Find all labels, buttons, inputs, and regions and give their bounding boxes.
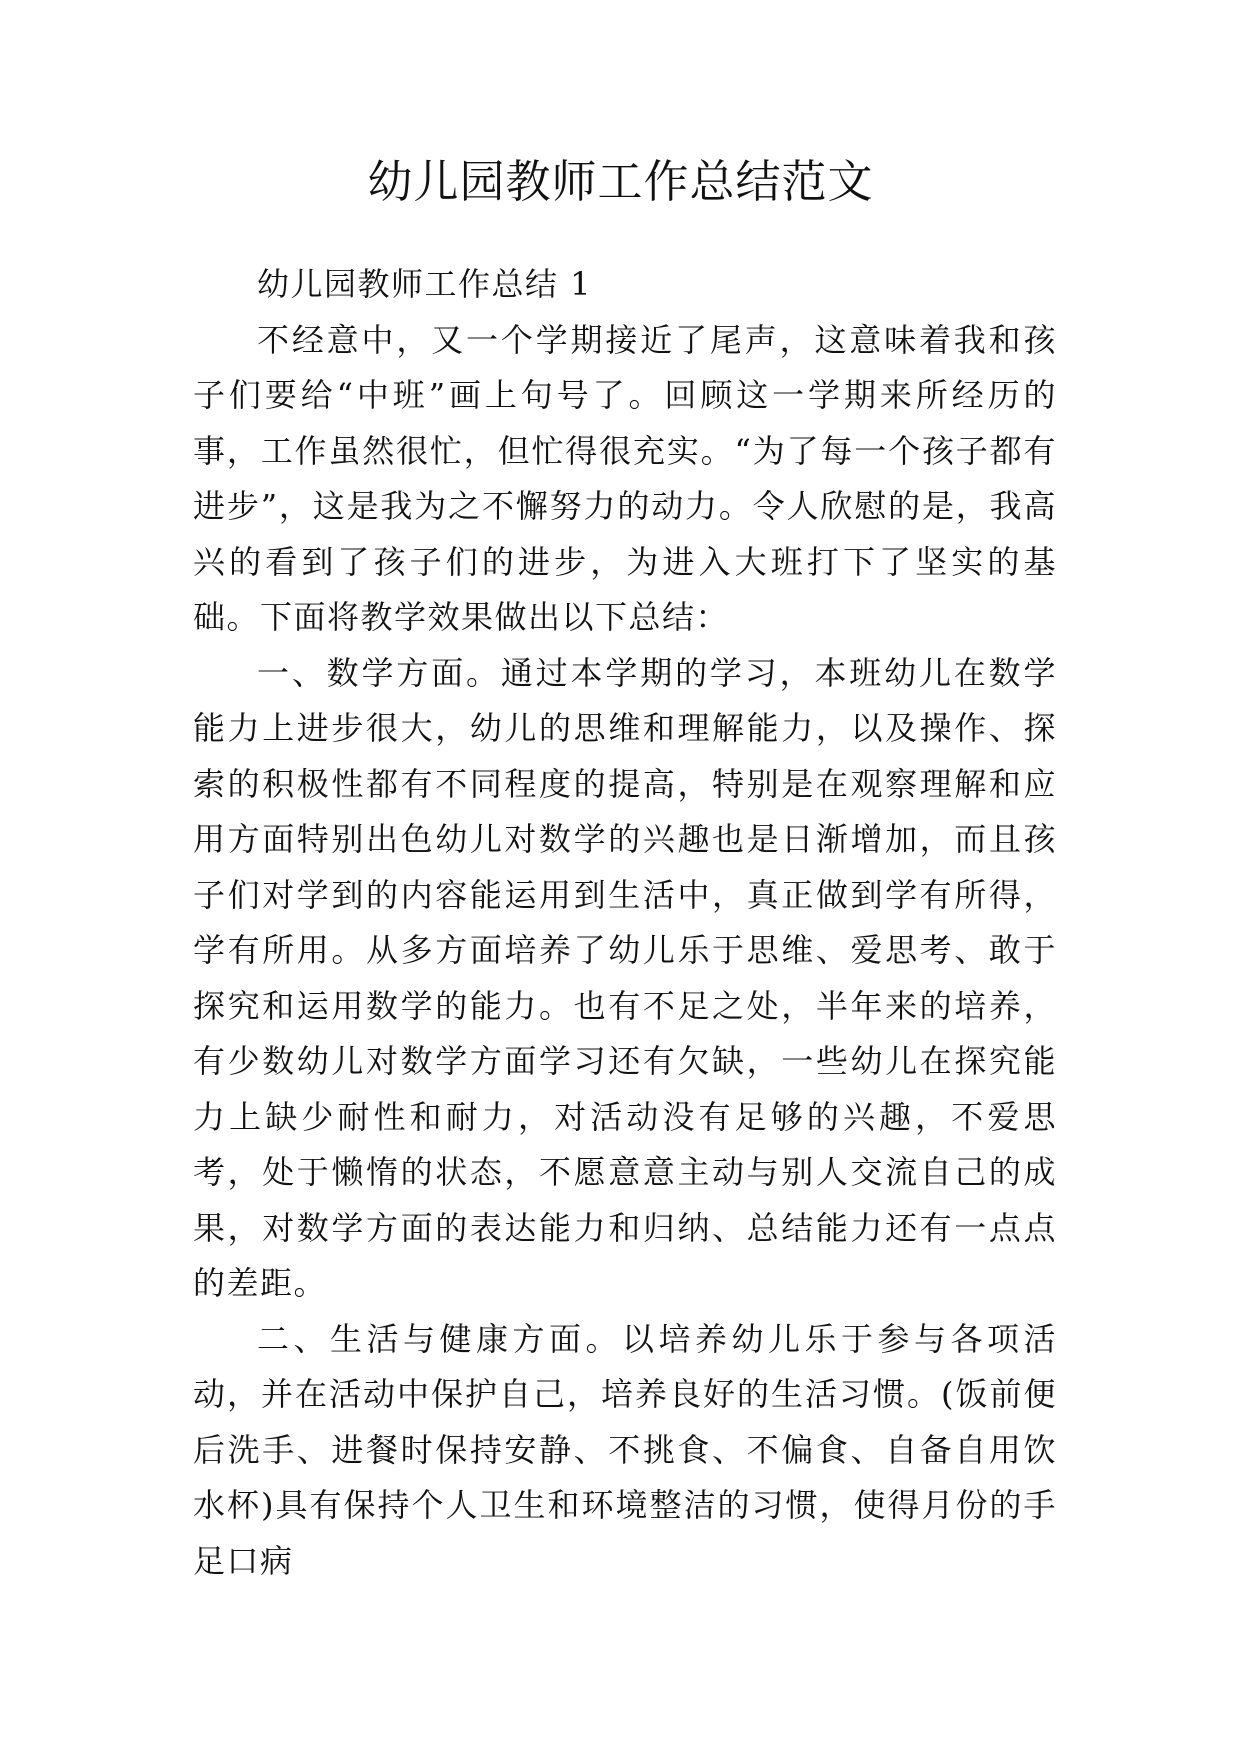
paragraph-math: 一、数学方面。通过本学期的学习，本班幼儿在数学能力上进步很大，幼儿的思维和理解能力，以及操作、探索的积极性都有不同程度的提高，特别是在观察理解和应用方面特别出色幼儿对数学的兴趣也是日渐增加，而且孩子们对学到的内容能运用到生活中，真正做到学有所得，学有所用。从多方面培养了幼儿乐于思维、爱思考、敢于探究和运用数学的能力。也有不足之处，半年来的培养，有少数幼儿对数学方面学习还有欠缺，一些幼儿在探究能力上缺少耐性和耐力，对活动没有足够的兴趣，不爱思考，处于懒惰的状态，不愿意意主动与别人交流自己的成果，对数学方面的表达能力和归纳、总结能力还有一点点的差距。 bbox=[193, 653, 1057, 1302]
document-body bbox=[193, 257, 1057, 1589]
document-title: 幼儿园教师工作总结范文 bbox=[367, 155, 874, 208]
paragraph-intro: 不经意中，又一个学期接近了尾声，这意味着我和孩子们要给“中班”画上句号了。回顾这一学期来所经历的事，工作虽然很忙，但忙得很充实。“为了每一个孩子都有进步”，这是我为之不懈努力的动力。令人欣慰的是，我高兴的看到了孩子们的进步，为进入大班打下了坚实的基础。下面将教学效果做出以下总结： bbox=[193, 320, 1057, 636]
section-heading: 幼儿园教师工作总结 1 bbox=[257, 265, 593, 303]
paragraph-health: 二、生活与健康方面。以培养幼儿乐于参与各项活动，并在活动中保护自己，培养良好的生活习惯。(饭前便后洗手、进餐时保持安静、不挑食、不偏食、自备自用饮水杯)具有保持个人卫生和环境整洁的习惯，使得月份的手足口病 bbox=[193, 1319, 1057, 1580]
